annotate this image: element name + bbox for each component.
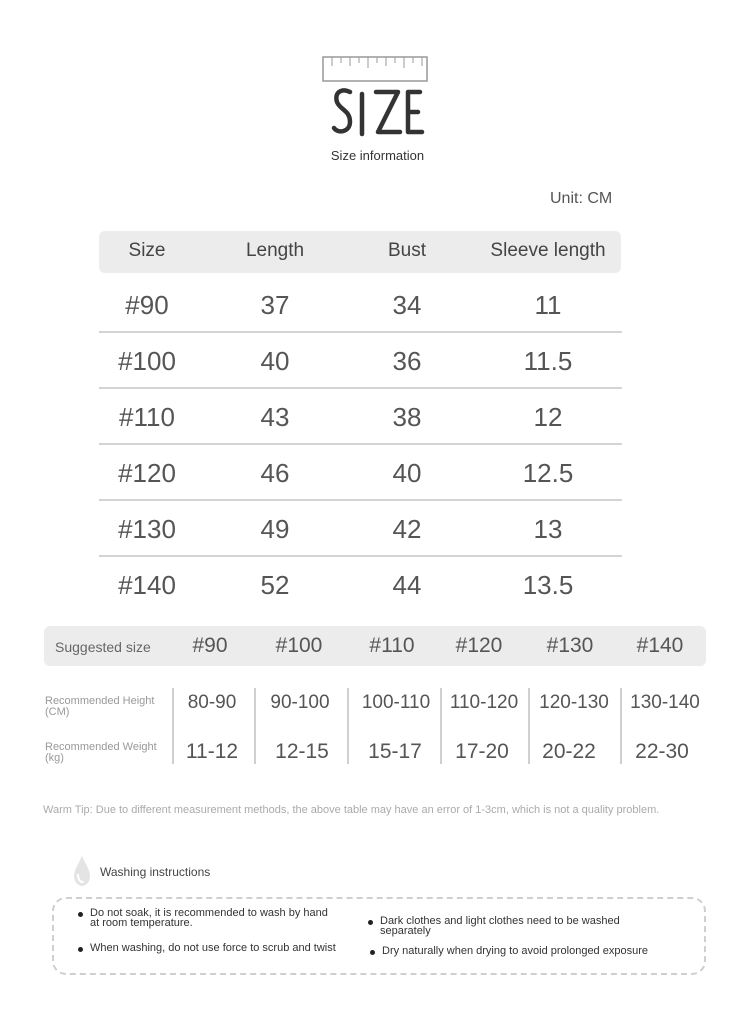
size-subtitle: Size information xyxy=(330,148,425,163)
cell-bust: 36 xyxy=(392,346,422,376)
table-row xyxy=(99,275,622,333)
suggested-size-band xyxy=(44,626,706,666)
ruler-icon xyxy=(322,56,428,82)
cell-size: #130 xyxy=(118,514,176,544)
washing-instructions-title: Washing instructions xyxy=(100,865,211,879)
recommended-height-value: 100-110 xyxy=(361,692,431,713)
table-row xyxy=(99,499,622,557)
suggested-size-value: #100 xyxy=(275,634,323,657)
recommended-height-value: 130-140 xyxy=(630,692,700,713)
cell-length: 49 xyxy=(260,514,290,544)
table-row xyxy=(99,331,622,389)
suggested-size-label: Suggested size xyxy=(55,639,151,655)
cell-size: #90 xyxy=(125,290,169,320)
recommended-weight-label-line1: Recommended Weight xyxy=(45,741,157,753)
cell-length: 46 xyxy=(260,458,290,488)
cell-sleeve: 12.5 xyxy=(522,458,574,488)
recommended-height-value: 80-90 xyxy=(187,692,237,713)
washing-item: When washing, do not use force to scrub and twist xyxy=(78,943,340,953)
unit-label: Unit: CM xyxy=(550,190,613,207)
cell-bust: 44 xyxy=(392,570,422,600)
cell-sleeve: 11.5 xyxy=(523,346,573,376)
recommended-height-value: 90-100 xyxy=(270,692,330,713)
cell-size: #140 xyxy=(118,570,176,600)
grid-divider xyxy=(254,688,256,764)
cell-sleeve: 11 xyxy=(534,290,562,320)
header-bust: Bust xyxy=(387,240,427,261)
recommended-weight-value: 20-22 xyxy=(542,740,596,763)
cell-length: 37 xyxy=(260,290,290,320)
recommended-weight-value: 22-30 xyxy=(635,740,689,763)
table-row xyxy=(99,555,622,611)
recommended-weight-value: 12-15 xyxy=(275,740,329,763)
table-row xyxy=(99,387,622,445)
recommended-height-label xyxy=(45,696,154,718)
recommended-weight-value: 17-20 xyxy=(455,740,509,763)
header-length: Length xyxy=(245,240,305,261)
recommended-height-label-line1: Recommended Height xyxy=(45,695,155,707)
size-lettering xyxy=(328,80,428,140)
cell-size: #110 xyxy=(119,402,175,432)
grid-divider xyxy=(347,688,349,764)
recommended-height-label-line2: (CM) xyxy=(45,706,70,718)
cell-length: 40 xyxy=(260,346,290,376)
cell-sleeve: 12 xyxy=(533,402,563,432)
water-drop-icon xyxy=(72,855,92,887)
recommended-weight-value: 11-12 xyxy=(185,740,239,763)
recommended-weight-label xyxy=(45,742,157,764)
cell-bust: 34 xyxy=(392,290,422,320)
cell-size: #100 xyxy=(118,346,176,376)
cell-bust: 42 xyxy=(392,514,422,544)
recommended-weight-label-line2: (kg) xyxy=(45,752,64,764)
warm-tip: Warm Tip: Due to different measurement methods, the above table may have an error of 1-3cm, which is not a quality problem. xyxy=(43,804,660,816)
recommended-height-value: 120-130 xyxy=(539,692,609,713)
suggested-size-value: #110 xyxy=(369,634,415,657)
size-table-header xyxy=(99,231,621,273)
washing-item: Dark clothes and light clothes need to be washed separately xyxy=(368,916,670,936)
suggested-size-value: #130 xyxy=(546,634,594,657)
header-sleeve-length: Sleeve length xyxy=(490,240,606,261)
recommended-weight-value: 15-17 xyxy=(368,740,422,763)
header-size: Size xyxy=(128,240,166,261)
suggested-size-value: #120 xyxy=(455,634,503,657)
cell-bust: 40 xyxy=(392,458,422,488)
table-row xyxy=(99,443,622,501)
cell-length: 52 xyxy=(260,570,290,600)
recommended-height-value: 110-120 xyxy=(449,692,519,713)
washing-item: Dry naturally when drying to avoid prolonged exposure xyxy=(370,946,702,956)
cell-bust: 38 xyxy=(392,402,422,432)
suggested-size-value: #90 xyxy=(192,634,228,657)
washing-item: Do not soak, it is recommended to wash by hand at room temperature. xyxy=(78,908,340,928)
suggested-size-value: #140 xyxy=(636,634,684,657)
cell-length: 43 xyxy=(260,402,290,432)
cell-size: #120 xyxy=(118,458,176,488)
cell-sleeve: 13 xyxy=(533,514,563,544)
cell-sleeve: 13.5 xyxy=(522,570,574,600)
